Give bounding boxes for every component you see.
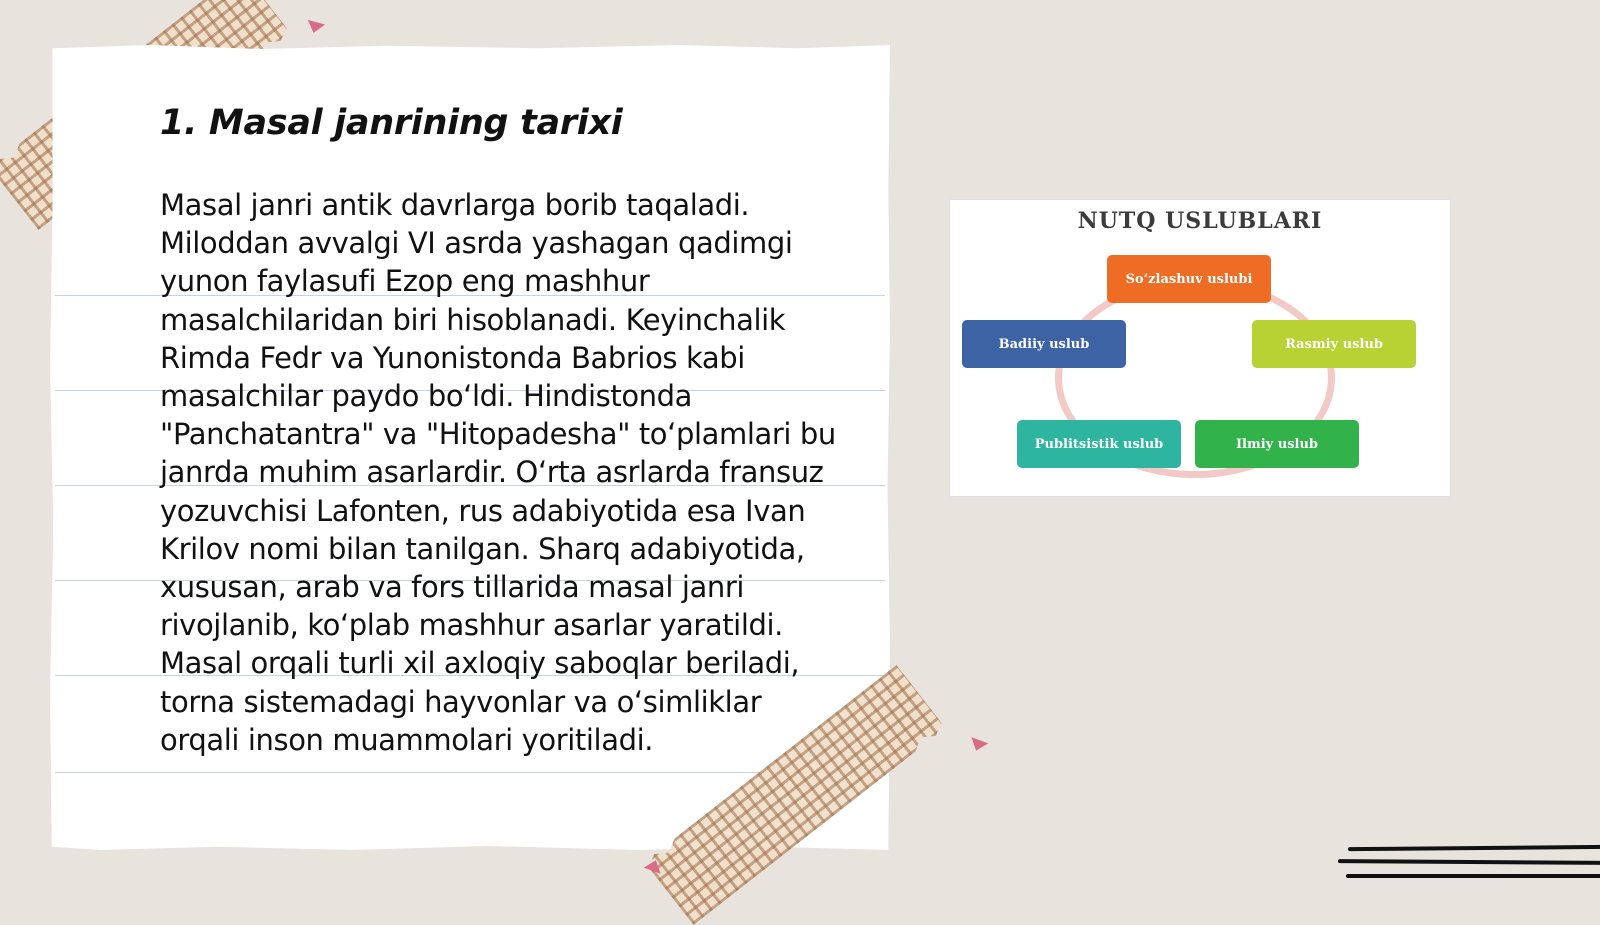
decorative-line [1338, 859, 1600, 865]
diagram-node: Rasmiy uslub [1252, 320, 1416, 368]
decorative-line [1348, 845, 1600, 851]
slide-body-text: Masal janri antik davrlarga borib taqaladi. Miloddan avvalgi VI asrda yashagan qadimgi yunon faylasufi Ezop eng mashhur masalchilaridan biri hisoblanadi. Keyinchalik Rimda Fedr va Yunonistonda Babrios kabi masalchilar paydo bo‘ldi. Hindistonda "Panchatantra" va "Hitopadesha" to‘plamlari bu janrda muhim asarlardir. O‘rta asrlarda fransuz yozuvchisi Lafonten, rus adabiyotida esa Ivan Krilov nomi bilan tanilgan. Sharq adabiyotida, xususan, arab va fors tillarida masal janri rivojlanib, ko‘plab mashhur asarlar yaratildi. Masal orqali turli xil axloqiy saboqlar beriladi, torna sistemadagi hayvonlar va o‘simliklar orqali inson muammolari yoritiladi. [160, 188, 836, 757]
speech-styles-diagram [950, 200, 1450, 496]
diagram-title: NUTQ USLUBLARI [1077, 208, 1323, 234]
decorative-line [1346, 874, 1600, 878]
diagram-node: Publitsistik uslub [1017, 420, 1181, 468]
diagram-node: So‘zlashuv uslubi [1107, 255, 1271, 303]
diagram-node: Badiiy uslub [962, 320, 1126, 368]
pin-icon [305, 20, 325, 35]
decorative-lines [1348, 846, 1600, 886]
pin-icon [968, 737, 989, 753]
diagram-node: Ilmiy uslub [1195, 420, 1359, 468]
slide-title: 1. Masal janrining tarixi [160, 103, 623, 143]
